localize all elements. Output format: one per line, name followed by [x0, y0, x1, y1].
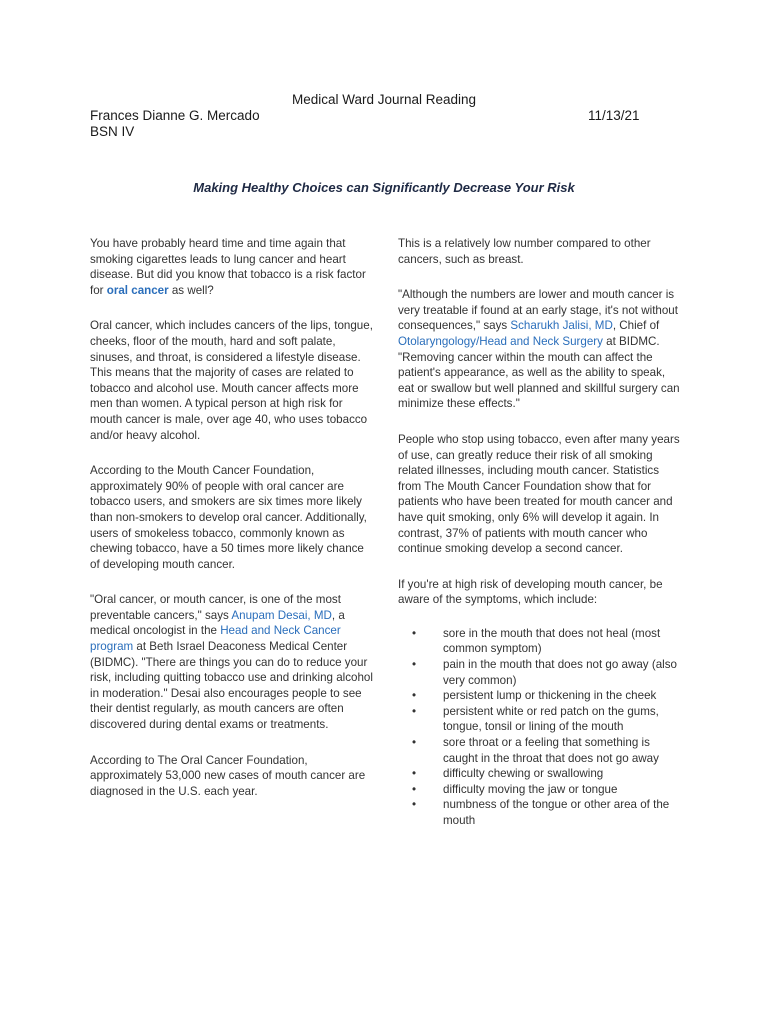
- symptom-text: sore throat or a feeling that something is caught in the throat that does not go away: [443, 736, 659, 765]
- list-item: [398, 766, 683, 782]
- symptom-text: persistent lump or thickening in the cheek: [443, 689, 657, 703]
- symptom-text: persistent white or red patch on the gums, tongue, tonsil or lining of the mouth: [443, 704, 659, 734]
- document-title: Medical Ward Journal Reading: [291, 92, 477, 107]
- bullet: •: [412, 782, 417, 796]
- author-name: Frances Dianne G. Mercado: [90, 108, 260, 123]
- paragraph-quit-tobacco: People who stop using tobacco, even after many years of use, can greatly reduce their risk of all smoking related illnesses, including mouth cancer. Statistics from The Mouth Cancer Foundation show that for patients who have been treated for mouth cancer and have quit smoking, only 6% will develop it again. In contrast, 37% of patients with mouth cancer who continue smoking develop a second cancer.: [398, 432, 680, 556]
- symptom-text: numbness of the tongue or other area of the mouth: [443, 798, 670, 827]
- symptom-text: pain in the mouth that does not go away (also very common): [443, 658, 677, 687]
- text: You have probably heard time and time again that smoking cigarettes leads to lung cancer and heart disease. But did you know that tobacco is a risk factor for: [90, 237, 366, 297]
- text: "Although the numbers are lower and mouth cancer is very treatable if found at an early stage, it's not without consequences," says: [398, 288, 678, 333]
- paragraph-intro: [90, 236, 375, 298]
- list-item: [398, 704, 683, 735]
- oral-cancer-link[interactable]: oral cancer: [106, 283, 169, 297]
- list-item: [398, 657, 683, 688]
- list-item: [398, 782, 683, 798]
- symptom-text: sore in the mouth that does not heal (most common symptom): [443, 626, 661, 656]
- text: "Oral cancer, or mouth cancer, is one of the most preventable cancers," says: [90, 593, 341, 622]
- text: , a medical oncologist in the: [90, 608, 345, 638]
- course-level: BSN IV: [90, 124, 135, 139]
- symptom-text: difficulty moving the jaw or tongue: [443, 782, 618, 796]
- list-item: [398, 688, 683, 704]
- otolaryngology-link[interactable]: Otolaryngology/Head and Neck Surgery: [398, 334, 603, 348]
- list-item: [398, 797, 683, 828]
- head-neck-cancer-program-link[interactable]: Head and Neck Cancer program: [90, 624, 341, 654]
- text: at Beth Israel Deaconess Medical Center (BIDMC). "There are things you can do to reduce your risk, including quitting tobacco use and drinking alcohol in moderation." Desai also encourages people to see their dentist regularly, as mouth cancers are often discovered during dental exams or treatments.: [90, 640, 373, 732]
- left-column: [90, 236, 375, 819]
- paragraph-lifestyle: Oral cancer, which includes cancers of the lips, tongue, cheeks, floor of the mouth, hard and soft palate, sinuses, and throat, is considered a lifestyle disease. This means that the majority of cases are related to tobacco and alcohol use. Mouth cancer affects more men than women. A typical person at high risk for mouth cancer is male, over age 40, who uses tobacco and/or heavy alcohol.: [90, 319, 373, 442]
- anupam-desai-link[interactable]: Anupam Desai, MD: [231, 608, 332, 622]
- symptom-list: [398, 626, 683, 829]
- bullet: •: [412, 798, 417, 812]
- text: at BIDMC. "Removing cancer within the mouth can affect the patient's appearance, as well as the ability to speak, eat or swallow but well planned and skillful surgery can minimize these effects.": [398, 334, 680, 411]
- list-item: [398, 626, 683, 657]
- paragraph-foundation: According to the Mouth Cancer Foundation, approximately 90% of people with oral cancer are tobacco users, and smokers are six times more likely than non-smokers to develop oral cancer. Additionally, users of smokeless tobacco, commonly known as chewing tobacco, have a 50 times more likely chance of developing mouth cancer.: [90, 464, 367, 571]
- list-item: [398, 735, 683, 766]
- bullet: •: [412, 658, 417, 672]
- text: as well?: [168, 283, 214, 297]
- paragraph-symptoms-intro: If you're at high risk of developing mouth cancer, be aware of the symptoms, which include:: [398, 577, 663, 607]
- bullet: •: [412, 736, 417, 750]
- bullet: •: [412, 626, 417, 640]
- scharukh-jalisi-link[interactable]: Scharukh Jalisi, MD: [510, 319, 613, 333]
- bullet: •: [412, 689, 417, 703]
- paragraph-comparison: This is a relatively low number compared to other cancers, such as breast.: [398, 237, 651, 266]
- right-column: [398, 236, 683, 829]
- document-date: 11/13/21: [588, 108, 640, 123]
- text: , Chief of: [612, 319, 660, 333]
- paragraph-desai-quote: [90, 592, 375, 732]
- article-headline: Making Healthy Choices can Significantly Decrease Your Risk: [193, 180, 575, 195]
- paragraph-statistics: According to The Oral Cancer Foundation, approximately 53,000 new cases of mouth cancer are diagnosed in the U.S. each year.: [90, 753, 366, 798]
- paragraph-jalisi-quote: [398, 287, 683, 412]
- bullet: •: [412, 767, 417, 781]
- bullet: •: [412, 704, 417, 718]
- symptom-text: difficulty chewing or swallowing: [443, 767, 604, 781]
